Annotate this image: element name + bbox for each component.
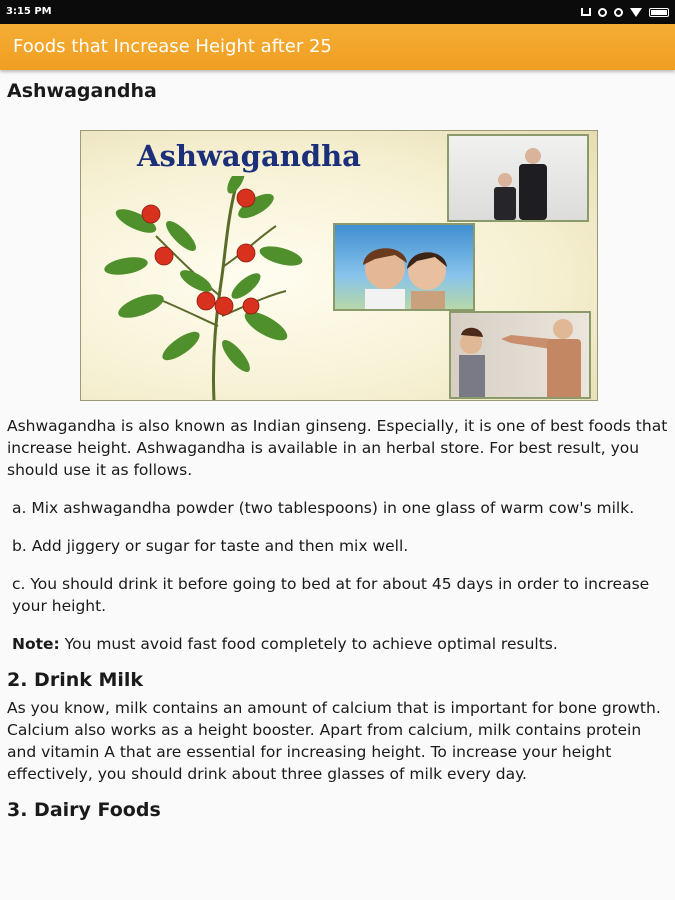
step-b: b. Add jiggery or sugar for taste and then mix well. [12, 537, 409, 555]
photo-children [333, 223, 475, 311]
note-label: Note: [12, 635, 60, 653]
intro-paragraph: Ashwagandha is also known as Indian ginseng. Especially, it is one of best foods that increase height. Ashwagandha is available in an herbal store. For best result, you should use it as follows. [7, 417, 668, 479]
step-c: c. You should drink it before going to bed at for about 45 days in order to increase your height. [12, 575, 650, 615]
photo-height-measure [449, 311, 591, 399]
section2-paragraph: As you know, milk contains an amount of calcium that is important for bone growth. Calcium also works as a height booster. Apart from calcium, milk contains protein and vitamin A that are essential for increasing height. To increase your height effectively, you should drink about three glasses of milk every day. [7, 699, 661, 783]
wifi-icon [630, 8, 642, 17]
article-content[interactable] [0, 70, 675, 900]
hero-image [80, 130, 598, 401]
section-title: Ashwagandha [7, 80, 157, 102]
app-bar-title: Foods that Increase Height after 25 [13, 36, 332, 57]
ashwagandha-plant-illustration [96, 176, 306, 401]
status-time: 3:15 PM [6, 6, 52, 17]
section3-title: 3. Dairy Foods [7, 799, 161, 821]
note-paragraph [7, 633, 668, 655]
app-bar [0, 24, 675, 70]
hero-title: Ashwagandha [137, 139, 361, 173]
photo-father-son [447, 134, 589, 222]
usb-icon [581, 8, 591, 16]
step-a: a. Mix ashwagandha powder (two tablespoons) in one glass of warm cow's milk. [12, 499, 635, 517]
battery-icon [649, 8, 669, 17]
status-icons [581, 0, 669, 24]
status-bar [0, 0, 675, 24]
alarm-icon [614, 8, 623, 17]
settings-icon [598, 8, 607, 17]
note-text: You must avoid fast food completely to achieve optimal results. [59, 635, 558, 653]
section2-title: 2. Drink Milk [7, 669, 144, 691]
